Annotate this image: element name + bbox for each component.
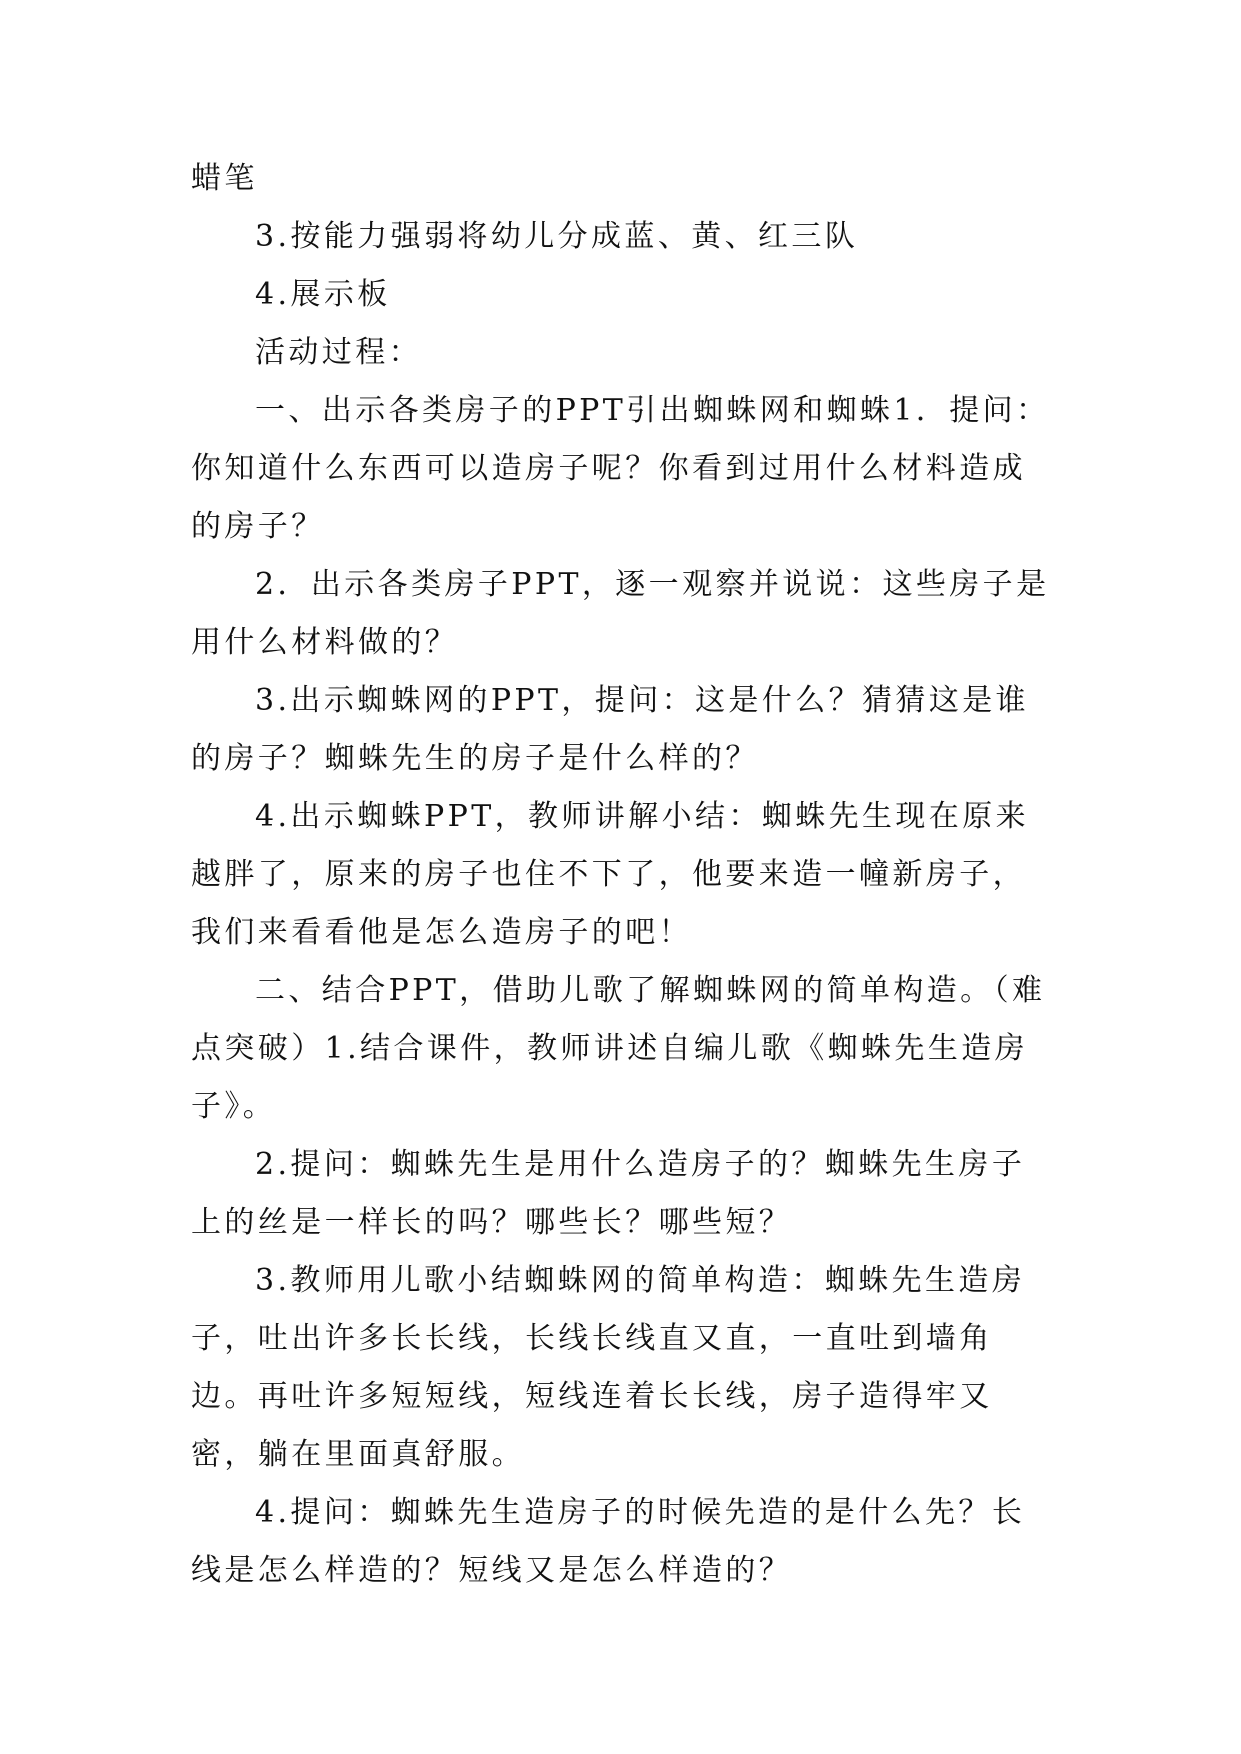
paragraph-part-2-step-3: 3.教师用儿歌小结蜘蛛网的简单构造：蜘蛛先生造房子，吐出许多长长线，长线长线直又直，一直吐到墙角边。再吐许多短短线，短线连着长长线，房子造得牢又密，躺在里面真舒服。 xyxy=(191,1263,1026,1472)
paragraph-prep-3: 3.按能力强弱将幼儿分成蓝、黄、红三队 xyxy=(255,219,859,254)
document-body xyxy=(191,150,1057,1600)
paragraph-part-1-step-4: 4.出示蜘蛛PPT，教师讲解小结：蜘蛛先生现在原来越胖了，原来的房子也住不下了，他要来造一幢新房子，我们来看看他是怎么造房子的吧！ xyxy=(191,799,1030,950)
paragraph-part-1-step-3: 3.出示蜘蛛网的PPT，提问：这是什么？猜猜这是谁的房子？蜘蛛先生的房子是什么样的？ xyxy=(191,683,1030,776)
paragraph-part-1-step-2: 2．出示各类房子PPT，逐一观察并说说：这些房子是用什么材料做的？ xyxy=(191,567,1050,660)
paragraph-part-2-step-2: 2.提问：蜘蛛先生是用什么造房子的？蜘蛛先生房子上的丝是一样长的吗？哪些长？哪些短？ xyxy=(191,1147,1026,1240)
paragraph-materials-crayons: 蜡笔 xyxy=(191,161,258,196)
section-heading-activity-process: 活动过程： xyxy=(255,335,422,370)
paragraph-prep-4: 4.展示板 xyxy=(255,277,391,312)
paragraph-part-2: 二、结合PPT，借助儿歌了解蜘蛛网的简单构造。（难点突破）1.结合课件，教师讲述自编儿歌《蜘蛛先生造房子》。 xyxy=(191,973,1046,1124)
paragraph-part-1: 一、出示各类房子的PPT引出蜘蛛网和蜘蛛1．提问：你知道什么东西可以造房子呢？你看到过用什么材料造成的房子？ xyxy=(191,393,1050,544)
paragraph-part-2-step-4: 4.提问：蜘蛛先生造房子的时候先造的是什么先？长线是怎么样造的？短线又是怎么样造的？ xyxy=(191,1495,1026,1588)
